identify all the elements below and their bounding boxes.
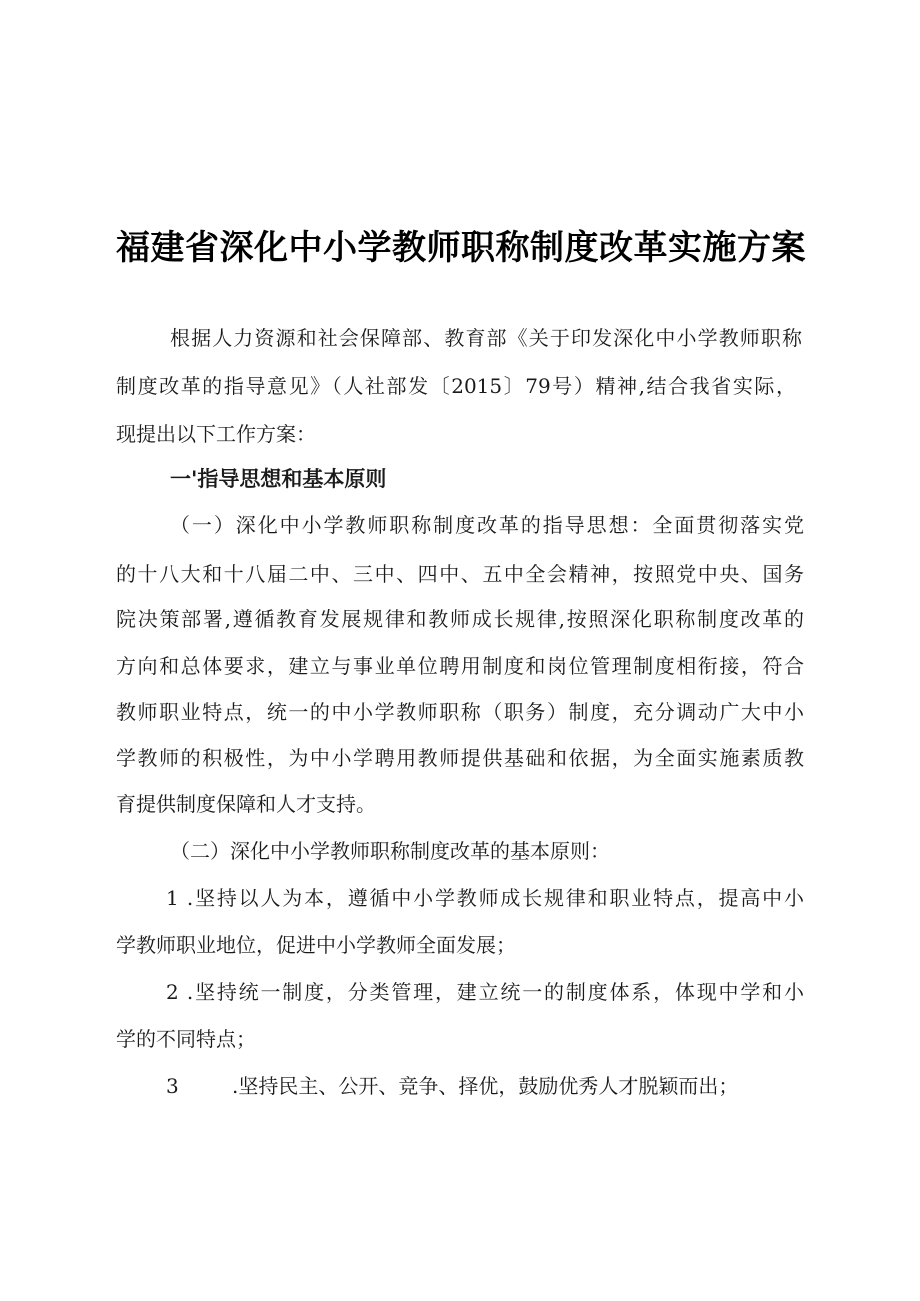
para1-line-7: 育提供制度保障和人才支持。 — [116, 792, 376, 816]
item3-number: 3 — [166, 1074, 179, 1098]
para2-line: （二）深化中小学教师职称制度改革的基本原则： — [170, 839, 610, 863]
para1-line-6: 学教师的积极性，为中小学聘用教师提供基础和依据，为全面实施素质教 — [116, 746, 804, 770]
para1-line-3: 院决策部署,遵循教育发展规律和教师成长规律,按照深化职称制度改革的 — [116, 607, 804, 631]
para1-line-2: 的十八大和十八届二中、三中、四中、五中全会精神，按照党中央、国务 — [116, 562, 804, 586]
intro-line-1: 根据人力资源和社会保障部、教育部《关于印发深化中小学教师职称 — [170, 326, 802, 350]
document-title: 福建省深化中小学教师职称制度改革实施方案 — [116, 228, 806, 268]
para1-line-4: 方向和总体要求，建立与事业单位聘用制度和岗位管理制度相衔接，符合 — [116, 654, 804, 678]
intro-line-2: 制度改革的指导意见》（人社部发〔2015〕79号）精神,结合我省实际， — [116, 374, 796, 398]
para1-line-1: （一）深化中小学教师职称制度改革的指导思想：全面贯彻落实党 — [170, 513, 804, 537]
item2-line-1: 2 .坚持统一制度，分类管理，建立统一的制度体系，体现中学和小 — [166, 980, 804, 1004]
item3-text: .坚持民主、公开、竞争、择优，鼓励优秀人才脱颖而出； — [232, 1074, 739, 1098]
item1-line-2: 学教师职业地位，促进中小学教师全面发展； — [116, 933, 516, 957]
section-heading: 一'指导思想和基本原则 — [170, 467, 387, 491]
para1-line-5: 教师职业特点，统一的中小学教师职称（职务）制度，充分调动广大中小 — [116, 700, 804, 724]
item1-line-1: 1 .坚持以人为本，遵循中小学教师成长规律和职业特点，提高中小 — [166, 886, 804, 910]
intro-line-3: 现提出以下工作方案： — [116, 422, 316, 446]
item2-line-2: 学的不同特点； — [116, 1027, 256, 1051]
